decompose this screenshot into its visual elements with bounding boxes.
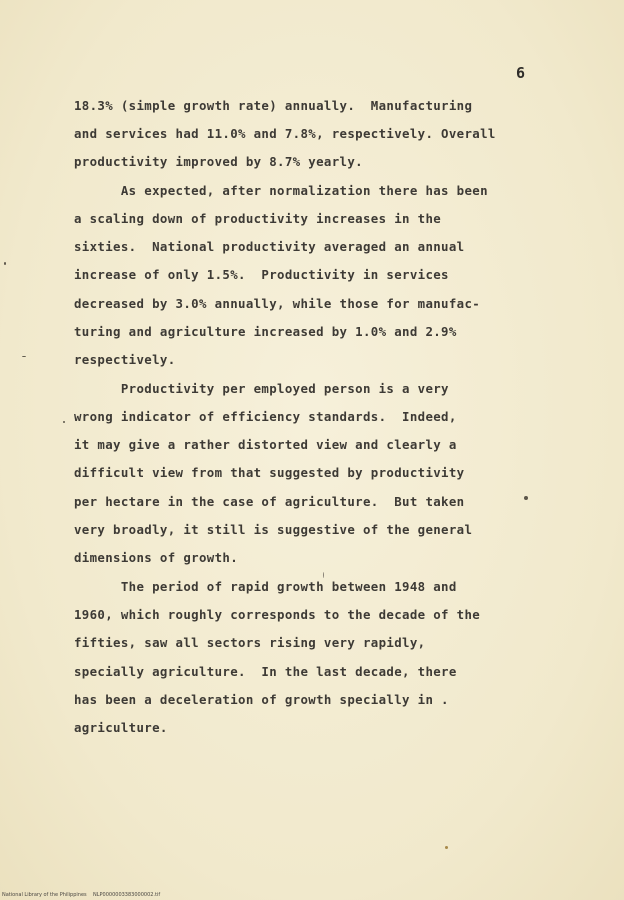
text-line: 18.3% (simple growth rate) annually. Manufacturing (74, 98, 473, 113)
text-line: difficult view from that suggested by productivity (74, 465, 465, 480)
text-line: turing and agriculture increased by 1.0% and 2.9% (74, 324, 457, 339)
text-line: sixties. National productivity averaged an annual (74, 239, 465, 254)
text-line: specially agriculture. In the last decade, there (74, 664, 457, 679)
text-line: 1960, which roughly corresponds to the decade of the (74, 607, 481, 622)
text-line: wrong indicator of efficiency standards. Indeed, (74, 409, 457, 424)
text-line: dimensions of growth. (74, 550, 239, 565)
paper-speck (4, 262, 6, 265)
text-line: As expected, after normalization there has been (74, 183, 488, 198)
paper-speck (524, 496, 528, 500)
text-line: Productivity per employed person is a very (74, 381, 449, 396)
text-line: decreased by 3.0% annually, while those for manufac- (74, 296, 481, 311)
text-line: The period of rapid growth between 1948 and (74, 579, 457, 594)
text-line: increase of only 1.5%. Productivity in services (74, 267, 449, 282)
paper-speck (22, 356, 26, 357)
text-line: it may give a rather distorted view and clearly a (74, 437, 457, 452)
text-line: and services had 11.0% and 7.8%, respectively. Overall (74, 126, 496, 141)
scan-footer: National Library of the Philippines NLP0000003383000002.tif (2, 892, 161, 898)
text-line: productivity improved by 8.7% yearly. (74, 154, 363, 169)
text-line: a scaling down of productivity increases in the (74, 211, 442, 226)
paper-speck (63, 421, 65, 423)
paper-speck (445, 846, 448, 849)
text-line: very broadly, it still is suggestive of the general (74, 522, 473, 537)
page-number: 6 (516, 64, 526, 82)
text-line: fifties, saw all sectors rising very rapidly, (74, 635, 426, 650)
text-line: per hectare in the case of agriculture. But taken (74, 494, 465, 509)
text-line: has been a deceleration of growth specially in . (74, 692, 449, 707)
text-line: respectively. (74, 352, 176, 367)
text-line: agriculture. (74, 720, 168, 735)
paper-speck (323, 572, 324, 578)
